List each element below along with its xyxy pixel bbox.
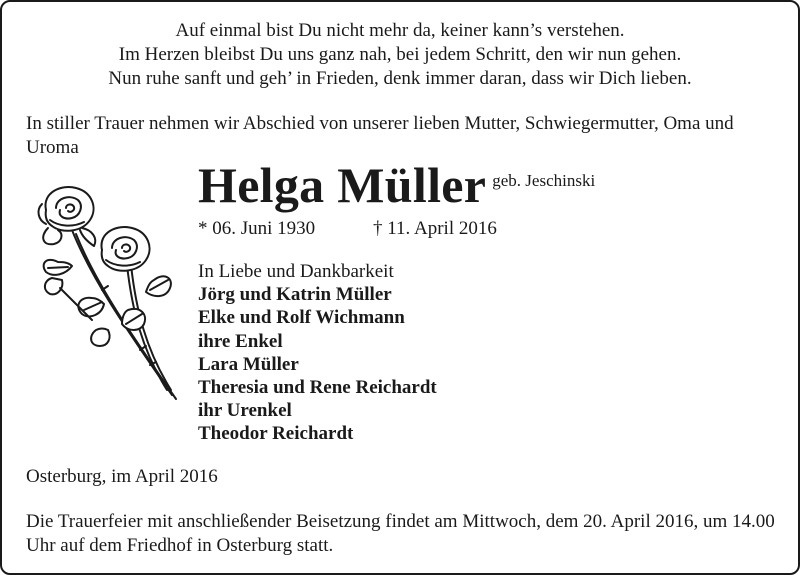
family-list [198,260,437,446]
ceremony-info: Die Trauerfeier mit anschließender Beisetzung findet am Mittwoch, dem 20. April 2016, um 14.00 Uhr auf dem Friedhof in Osterburg statt. [26,511,775,556]
intro-text: In stiller Trauer nehmen wir Abschied von unserer lieben Mutter, Schwiegermutter, Oma und Uroma [26,113,734,158]
family-member: Elke und Rolf Wichmann [198,307,405,329]
name-row [198,157,595,213]
place-date: Osterburg, im April 2016 [26,466,218,487]
family-member: ihr Urenkel [198,400,292,422]
deceased-name: Helga Müller [198,157,487,213]
maiden-name: geb. Jeschinski [492,171,596,190]
death-date: † 11. April 2016 [373,218,497,239]
family-member: Lara Müller [198,353,299,375]
life-dates [198,217,497,241]
family-member: Theodor Reichardt [198,423,354,445]
family-member: Theresia und Rene Reichardt [198,377,437,399]
family-member: Jörg und Katrin Müller [198,284,392,306]
poem-line-3: Nun ruhe sanft und geh’ in Frieden, denk immer daran, dass wir Dich lieben. [108,68,692,89]
family-lead: In Liebe und Dankbarkeit [198,261,394,282]
poem-line-1: Auf einmal bist Du nicht mehr da, keiner kann’s verstehen. [175,20,625,41]
roses-illustration-icon [32,180,192,410]
birth-date: * 06. Juni 1930 [198,218,316,239]
poem [2,19,798,91]
family-member: ihre Enkel [198,330,283,352]
poem-line-2: Im Herzen bleibst Du uns ganz nah, bei jedem Schritt, den wir nun gehen. [118,44,682,65]
